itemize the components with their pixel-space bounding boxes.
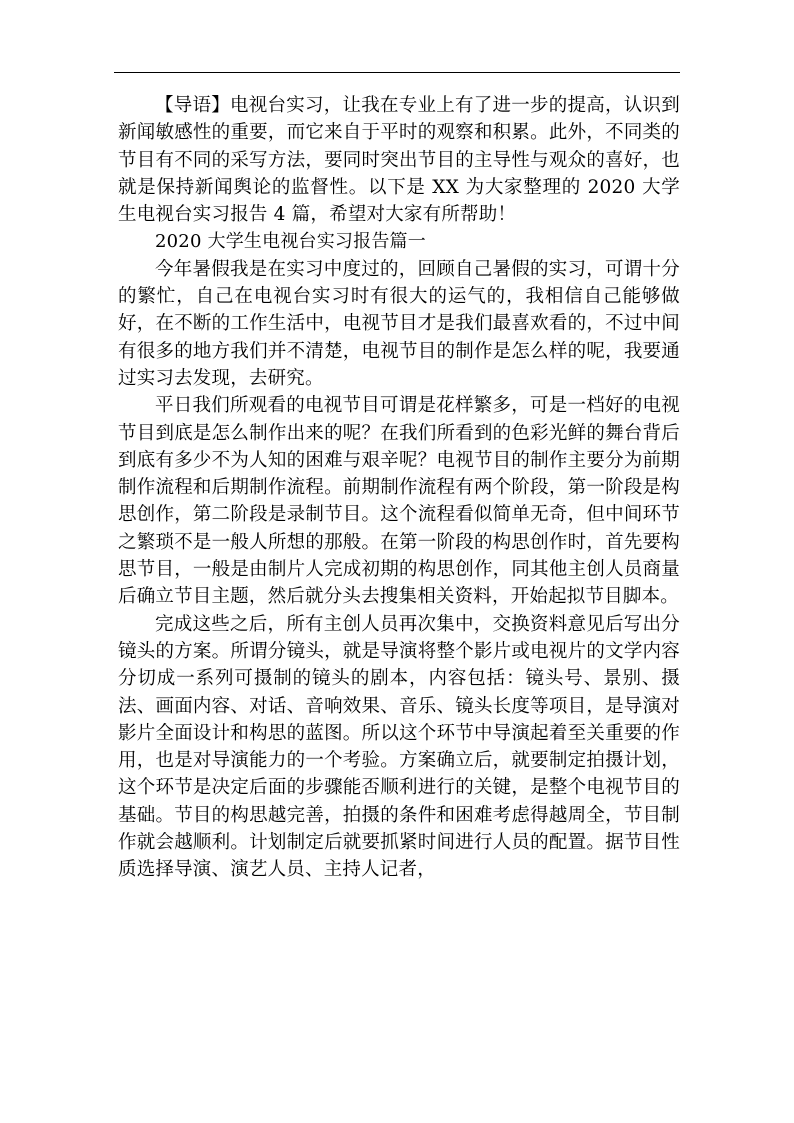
intro-paragraph: 【导语】电视台实习，让我在专业上有了进一步的提高，认识到新闻敏感性的重要，而它来自于平时的观察和积累。此外，不同类的节目有不同的采写方法，要同时突出节目的主导性与观众的喜好，也就是保持新闻舆论的监督性。以下是 XX 为大家整理的 2020 大学生电视台实习报告 4 篇，希望对大家有所帮助！ <box>118 95 680 226</box>
body-paragraph-2: 平日我们所观看的电视节目可谓是花样繁多，可是一档好的电视节目到底是怎么制作出来的呢？在我们所看到的色彩光鲜的舞台背后到底有多少不为人知的困难与艰辛呢？电视节目的制作主要分为前期制作流程和后期制作流程。前期制作流程有两个阶段，第一阶段是构思创作，第二阶段是录制节目。这个流程看似简单无奇，但中间环节之繁琐不是一般人所想的那般。在第一阶段的构思创作时，首先要构思节目，一般是由制片人完成初期的构思创作，同其他主创人员商量后确立节目主题，然后就分头去搜集相关资料，开始起拟节目脚本。 <box>118 395 680 608</box>
section-heading: 2020 大学生电视台实习报告篇一 <box>155 231 426 253</box>
header-rule <box>114 72 680 73</box>
body-paragraph-1: 今年暑假我是在实习中度过的，回顾自己暑假的实习，可谓十分的繁忙，自己在电视台实习时有很大的运气的，我相信自己能够做好，在不断的工作生活中，电视节目才是我们最喜欢看的，不过中间有很多的地方我们并不清楚，电视节目的制作是怎么样的呢，我要通过实习去发现，去研究。 <box>118 258 680 389</box>
document-body <box>118 92 680 884</box>
body-paragraph-3: 完成这些之后，所有主创人员再次集中，交换资料意见后写出分镜头的方案。所谓分镜头，就是导演将整个影片或电视片的文学内容分切成一系列可摄制的镜头的剧本，内容包括：镜头号、景别、摄法、画面内容、对话、音响效果、音乐、镜头长度等项目，是导演对影片全面设计和构思的蓝图。所以这个环节中导演起着至关重要的作用，也是对导演能力的一个考验。方案确立后，就要制定拍摄计划，这个环节是决定后面的步骤能否顺利进行的关键，是整个电视节目的基础。节目的构思越完善，拍摄的条件和困难考虑得越周全，节目制作就会越顺利。计划制定后就要抓紧时间进行人员的配置。据节目性质选择导演、演艺人员、主持人记者， <box>118 613 680 881</box>
